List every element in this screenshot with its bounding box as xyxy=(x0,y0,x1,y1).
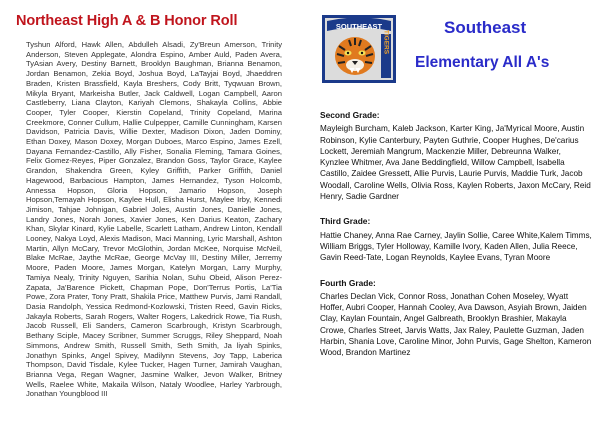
fourth-grade-names: Charles Declan Vick, Connor Ross, Jonathan Cohen Moseley, Wyatt Hoffer, Aubri Cooper, Hannah Cooley, Ava Dawson, Asyiah Brown, Jaiden Clay, Kaylan Fountain, Angel Galbreath, Brooklyn Brashier, Makayla Crowe, Charles Street, Jarvis Watts, Jax Raley, Paulette Guzman, Jaden Harbin, Shania Love, Caroline Minor, John Purvis, Gage Shelton, Kameron Wood, Brandon Martinez xyxy=(320,291,592,358)
southeast-title: Southeast xyxy=(444,18,527,37)
second-grade-names: Mayleigh Burcham, Kaleb Jackson, Karter King, Ja'Myrical Moore, Austin Robinson, Kylie Canterbury, Payten Guthrie, Cooper Hughes, De'carius Lockett, Jeremiah Mangrum, Mackenzie Miller, Debreunna Walker, Kynzlee Whitmer, Ava Jane Beddingfield, Willow Campbell, Isabella Castillo, Zaidee Gressett, Allie Purvis, Laurie Purvis, Maddie Turk, Jacob Woodall, Caroline Wells, Olivia Ross, Kaylen Roberts, Jaxon McCary, Reid Henry, Sadie Gardner xyxy=(320,124,591,202)
third-grade-names: Hattie Chaney, Anna Rae Carney, Jaylin Sollie, Caree White,Kalem Timms, William Briggs, Tyler Holloway, Kamille Ivory, Kaden Allen, Julia Reece, Gavin Reed-Tate, Logan Reynolds, Kaylee Evans, Tyran Moore xyxy=(320,230,592,263)
southeast-all-a-column xyxy=(320,110,592,373)
northeast-honor-roll-column xyxy=(16,12,286,399)
third-grade-heading: Third Grade: xyxy=(320,216,371,227)
logo-side-text: TIGERS xyxy=(382,29,390,55)
second-grade-heading: Second Grade: xyxy=(320,110,380,120)
logo-top-text: SOUTHEAST xyxy=(335,22,383,31)
fourth-grade-heading: Fourth Grade: xyxy=(320,277,376,288)
northeast-honor-roll-names: Tyshun Alford, Hawk Allen, Abdulleh Alsadi, Zy'Breun Amerson, Trinity Anderson, Steven Applegate, Alondra Espino, Amber Auld, Paden Avera, TyAsian Avery, Destiny Barnett, Brooklyn Baughman, Brianna Benamon, Jordan Benamon, Zekia Boyd, Joshua Boyd, LaTayjai Boyd, Jhaeddren Braden, Kristen Brassfield, Kayla Breshers, Cody Britt, Tyqwuan Brown, Mikyla Bryant, Markeisha Butler, Jack Caldwell, Logan Campbell, Aaron Castleberry, Liana Clayton, Kariyah Clemons, Shakayla Collins, Abbie Cooper, Tyler Cooper, Kierstin Copeland, Trinity Copeland, Marina Creekmore, Conner Cullum, Hallie Culpepper, Camille Cunningham, Karsen Davidson, Patricia Davis, Willie Dexter, Madison Dixon, Jaden Dominy, Ethan Doxey, Mason Doxey, Morgan Duboes, Marco Espino, James Ezell, Dayana Fernandez-Castillo, Ally Fisher, Sonalia Fleming, Tamara Goines, Felix Gomez-Reyes, Piper Gonzalez, Brandon Goss, Taylor Grace, Kaylee Grandon, Shakendra Green, Kyley Griffith, Parker Griffith, Daniel Hagewood, Barbacious Hampton, James Hernandez, Tyson Holcomb, Annessa Hopson, Gloria Hopson, Jamario Hopson, Joseph Hopson,Temayah Hopson, Kaylee Hull, Elisha Hurst, Maylee Irby, Kennedi Jimison, Tahjae Johnigan, Gabriel Joles, Austin Jones, Danielle Jones, Landry Jones, Norah Jones, Xavier Jones, Ken Darius Keaton, Zachary Khan, Skylar Kinard, Kylie Labelle, Scarlett Latham, Andrew Linton, Kendall Looney, Nakya Loyd, Alexis Madison, Maci Manning, Lyric Marshall, Ashton Martin, Allyn McCary, Trevor McGlothin, Jordan McKee, Norquise McNeil, Blake McRae, Jaythe McRae, George McVay III, Destiny Miller, Jerremy Moore, Paden Moore, James Morgan, Katelyn Morgan, Larry Murphy, Tamiya Nealy, Trinity Nguyen, Sarihia Nolan, Suhu Obeid, Alison Perez- Zapata, Ja'Barence Pickett, Chapman Pope, Don'Terrus Portis, La'Tia Powe, Zora Prater, Tony Pratt, Shakila Price, Matthew Purvis, Jami Randall, Dasia Randolph, Yessica Redmond-Kozlowski, Tristen Reed, Gavin Ricks, Jakayla Roberts, Sarah Rogers, Walter Rogers, Lakedrick Rowe, Tia Rush, Jacob Russell, Eli Sanders, Cameron Scarbrough, Kristyn Scarbrough, Bethany Sciple, Macey Scribner, Summer Scruggs, Riley Sheppard, Noah Simmons, Andrew Smith, Russell Smith, Seth Smith, Ja liyah Spinks, Jonathyn Spinks, Angel Spivey, Madilynn Stevens, Joy Tapp, Laberica Thompson, David Tisdale, Kylee Tucker, Hagen Turner, Jamirah Vaughan, Brianna Vega, Regan Wagner, Jasmine Walker, Jevon Walker, Britney Wells, Raelee White, Makaila Wilson, Nataly Woodlee, Harley Yarbrough, Jonathan Youngblood III xyxy=(26,40,282,399)
northeast-honor-roll-title: Northeast High A & B Honor Roll xyxy=(16,13,238,29)
southeast-tigers-logo xyxy=(322,15,396,83)
southeast-subtitle: Elementary All A's xyxy=(415,54,550,71)
